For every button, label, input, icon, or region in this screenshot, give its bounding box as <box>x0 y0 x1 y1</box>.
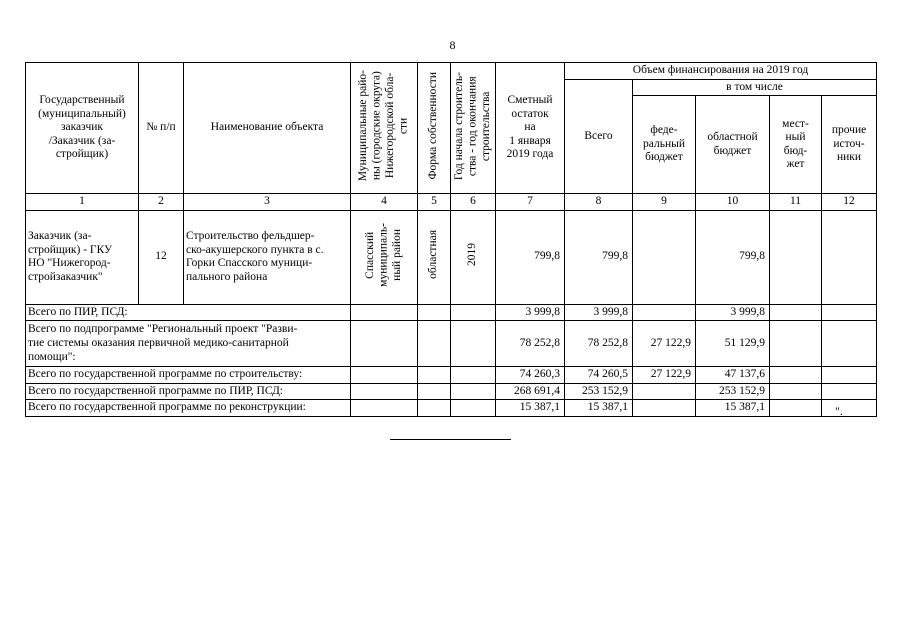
col-number: 12 <box>822 194 877 211</box>
total-remaining: 74 260,3 <box>496 367 565 384</box>
object-district: Спасский муниципаль- ный район <box>351 210 418 304</box>
object-year: 2019 <box>451 210 496 304</box>
total-label: Всего по государственной программе по строительству: <box>26 367 351 384</box>
object-num: 12 <box>139 210 184 304</box>
financing-table <box>25 62 877 417</box>
total-regional: 3 999,8 <box>696 304 770 321</box>
col-number: 2 <box>139 194 184 211</box>
object-local <box>770 210 822 304</box>
object-remaining: 799,8 <box>496 210 565 304</box>
total-all: 78 252,8 <box>565 321 633 367</box>
object-customer: Заказчик (за- стройщик) - ГКУ НО "Нижегород- стройзаказчик" <box>26 210 139 304</box>
total-federal <box>633 304 696 321</box>
total-all: 253 152,9 <box>565 383 633 400</box>
col-number: 11 <box>770 194 822 211</box>
column-numbers-row <box>26 194 877 211</box>
header-federal: феде- ральный бюджет <box>633 96 696 194</box>
object-ownership: областная <box>418 210 451 304</box>
header-other: прочие источ- ники <box>822 96 877 194</box>
header-customer: Государственный (муниципальный) заказчик /Заказчик (за- стройщик) <box>26 63 139 194</box>
total-remaining: 3 999,8 <box>496 304 565 321</box>
total-all: 15 387,1 <box>565 400 633 417</box>
col-number: 9 <box>633 194 696 211</box>
total-row <box>26 321 877 367</box>
total-all: 74 260,5 <box>565 367 633 384</box>
header-years: Год начала строитель- ства - год окончания строительства <box>451 63 496 194</box>
header-local: мест- ный бюд- жет <box>770 96 822 194</box>
header-ownership: Форма собственности <box>418 63 451 194</box>
total-regional: 51 129,9 <box>696 321 770 367</box>
page-number: 8 <box>449 38 456 52</box>
object-federal <box>633 210 696 304</box>
total-row <box>26 367 877 384</box>
total-remaining: 268 691,4 <box>496 383 565 400</box>
header-regional: областной бюджет <box>696 96 770 194</box>
header-financing: Объем финансирования на 2019 год <box>565 63 877 80</box>
total-federal: 27 122,9 <box>633 321 696 367</box>
header-including: в том числе <box>633 79 877 96</box>
object-name: Строительство фельдшер- ско-акушерского пункта в с. Горки Спасского муници- пального района <box>184 210 351 304</box>
separator-line <box>390 439 511 440</box>
total-regional: 253 152,9 <box>696 383 770 400</box>
col-number: 8 <box>565 194 633 211</box>
total-remaining: 15 387,1 <box>496 400 565 417</box>
total-federal <box>633 400 696 417</box>
header-districts: Муниципальные райо- ны (городские округа) Нижегородской обла- сти <box>351 63 418 194</box>
col-number: 1 <box>26 194 139 211</box>
header-remaining: Сметный остаток на 1 января 2019 года <box>496 63 565 194</box>
total-label: Всего по ПИР, ПСД: <box>26 304 351 321</box>
total-label: Всего по подпрограмме "Региональный проект "Разви- тие системы оказания первичной медико-санитарной помощи": <box>26 321 351 367</box>
total-row <box>26 304 877 321</box>
col-number: 10 <box>696 194 770 211</box>
object-regional: 799,8 <box>696 210 770 304</box>
col-number: 3 <box>184 194 351 211</box>
total-federal: 27 122,9 <box>633 367 696 384</box>
closing-quote: ". <box>835 404 843 418</box>
col-number: 4 <box>351 194 418 211</box>
col-number: 7 <box>496 194 565 211</box>
col-number: 5 <box>418 194 451 211</box>
object-other <box>822 210 877 304</box>
total-regional: 15 387,1 <box>696 400 770 417</box>
header-num: № п/п <box>139 63 184 194</box>
total-regional: 47 137,6 <box>696 367 770 384</box>
object-total: 799,8 <box>565 210 633 304</box>
total-row <box>26 400 877 417</box>
total-all: 3 999,8 <box>565 304 633 321</box>
header-object-name: Наименование объекта <box>184 63 351 194</box>
total-row <box>26 383 877 400</box>
total-federal <box>633 383 696 400</box>
total-label: Всего по государственной программе по ПИР, ПСД: <box>26 383 351 400</box>
col-number: 6 <box>451 194 496 211</box>
total-label: Всего по государственной программе по реконструкции: <box>26 400 351 417</box>
total-remaining: 78 252,8 <box>496 321 565 367</box>
object-row <box>26 210 877 304</box>
header-total: Всего <box>565 79 633 194</box>
